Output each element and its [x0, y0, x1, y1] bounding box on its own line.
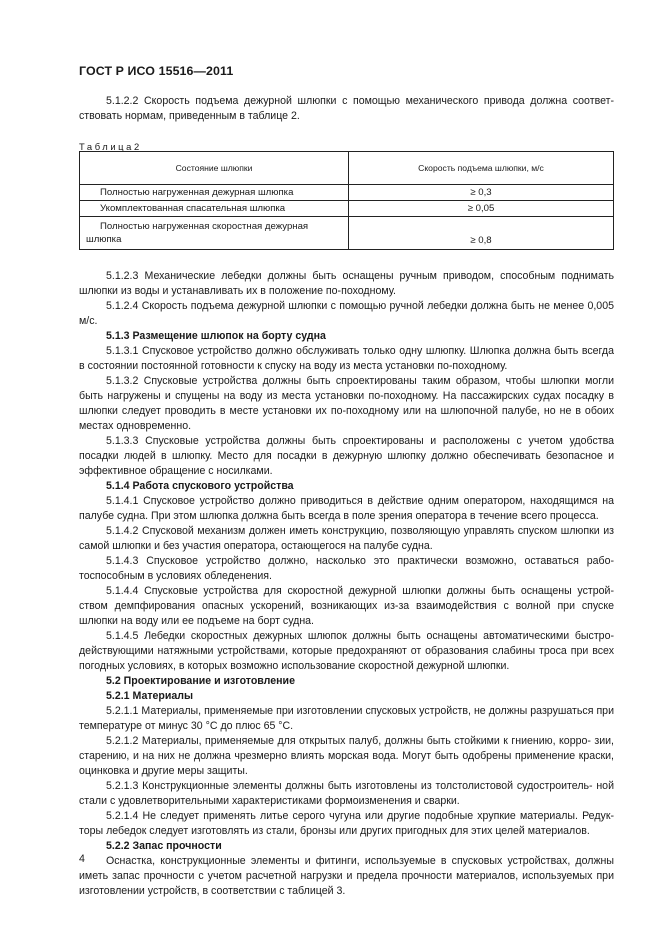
table-cell-condition: Укомплектованная спасательная шлюпка: [80, 201, 349, 217]
paragraph-5-2-2: Оснастка, конструкционные элементы и фитинги, используемые в спусковых устройствах, должны иметь запас прочности с учетом расчетной нагрузки и предела прочности материалов, используемых при изготовлении устройств, в соответствии с таблицей 3.: [79, 855, 614, 897]
paragraph-5-2-1-2: 5.2.1.2 Материалы, применяемые для открытых палуб, должны быть стойкими к гниению, корро- зии, старению, и на них не должна чрезмерно влиять морская вода. Могут быть одобрены применение краски, оцинковка и другие меры защиты.: [79, 735, 614, 777]
table-row: [80, 185, 614, 201]
page-number: 4: [79, 853, 85, 865]
table-cell-speed: ≥ 0,05: [349, 201, 614, 217]
table-cell-condition: Полностью нагруженная дежурная шлюпка: [80, 185, 349, 201]
heading-5-1-4: 5.1.4 Работа спускового устройства: [106, 480, 294, 492]
table-2: [79, 151, 614, 250]
paragraph-5-2-1-1: 5.2.1.1 Материалы, применяемые при изготовлении спусковых устройств, не должны разрушаться при температуре от минус 30 °С до плюс 65 °С.: [79, 705, 614, 732]
paragraph-5-2-1-3: 5.2.1.3 Конструкционные элементы должны быть изготовлены из толстолистовой судостроитель- ной стали с удовлетворительными характеристиками формоизменения и сварки.: [79, 780, 614, 807]
table-header-row: [80, 152, 614, 185]
intro-block: [79, 94, 614, 124]
paragraph-5-1-2-4: 5.1.2.4 Скорость подъема дежурной шлюпки с помощью ручной лебедки должна быть не менее 0,005 м/с.: [79, 300, 614, 327]
paragraph-5-1-4-5: 5.1.4.5 Лебедки скоростных дежурных шлюпок должны быть оснащены автоматическими быстро- действующими натяжными устройствами, которые предохраняют от образования слабины троса при всех погодных условиях, в которых возможно использование скоростной дежурной шлюпки.: [79, 630, 614, 672]
table-cell-speed: ≥ 0,8: [349, 217, 614, 250]
main-text: [79, 269, 614, 899]
paragraph-5-1-4-2: 5.1.4.2 Спусковой механизм должен иметь конструкцию, позволяющую управлять спуском шлюпки из самой шлюпки и без участия оператора, остающегося на палубе судна.: [79, 525, 614, 552]
paragraph-5-1-3-1: 5.1.3.1 Спусковое устройство должно обслуживать только одну шлюпку. Шлюпка должна быть всегда в состоянии постоянной готовности к спуску на воду из места установки по-походному.: [79, 345, 614, 372]
paragraph-5-1-2-2: 5.1.2.2 Скорость подъема дежурной шлюпки с помощью механического привода должна соответ- ствовать нормам, приведенным в таблице 2.: [79, 95, 614, 122]
paragraph-5-1-4-4: 5.1.4.4 Спусковые устройства для скоростной дежурной шлюпки должны быть оснащены устрой- ством демпфирования опасных ускорений, возникающих из-за взаимодействия с волной при спуске шлюпки на воду или ее подъеме на борт судна.: [79, 585, 614, 627]
heading-5-2-2: 5.2.2 Запас прочности: [106, 840, 222, 852]
table-header-condition: Состояние шлюпки: [80, 152, 349, 185]
paragraph-5-1-3-3: 5.1.3.3 Спусковые устройства должны быть спроектированы и расположены с учетом удобства посадки людей в шлюпку. Место для посадки в дежурную шлюпку должно обеспечивать безопасное и эффективное обращение с носилками.: [79, 435, 614, 477]
paragraph-5-2-1-4: 5.2.1.4 Не следует применять литье серого чугуна или другие подобные хрупкие материалы. Редук- торы лебедок следует изготовлять из стали, бронзы или других пригодных для этих целей материалов.: [79, 810, 614, 837]
table-row: [80, 201, 614, 217]
table-row: [80, 217, 614, 250]
table-header-speed: Скорость подъема шлюпки, м/с: [349, 152, 614, 185]
paragraph-5-1-4-3: 5.1.4.3 Спусковое устройство должно, насколько это практически возможно, оставаться рабо- тоспособным в условиях обледенения.: [79, 555, 614, 582]
paragraph-5-1-2-3: 5.1.2.3 Механические лебедки должны быть оснащены ручным приводом, способным поднимать шлюпки из воды и устанавливать их в положение по-походному.: [79, 270, 614, 297]
table-cell-condition: Полностью нагруженная скоростная дежурная шлюпка: [80, 217, 349, 250]
table-caption: Таблица2: [79, 141, 142, 152]
paragraph-5-1-4-1: 5.1.4.1 Спусковое устройство должно приводиться в действие одним оператором, находящимся на палубе судна. При этом шлюпка должна быть всегда в поле зрения оператора в течение всего процесса.: [79, 495, 614, 522]
heading-5-1-3: 5.1.3 Размещение шлюпок на борту судна: [106, 330, 326, 342]
paragraph-5-1-3-2: 5.1.3.2 Спусковые устройства должны быть спроектированы таким образом, чтобы шлюпки могли быть нагружены и спущены на воду из места установки по-походному. На пассажирских судах посадку в шлюпки следует проводить в месте установки их по-походному или на шлюпочной палубе, но не в обоих местах одновременно.: [79, 375, 614, 432]
document-header: ГОСТ Р ИСО 15516—2011: [79, 64, 234, 78]
table-cell-speed: ≥ 0,3: [349, 185, 614, 201]
heading-5-2: 5.2 Проектирование и изготовление: [106, 675, 295, 687]
heading-5-2-1: 5.2.1 Материалы: [106, 690, 194, 702]
